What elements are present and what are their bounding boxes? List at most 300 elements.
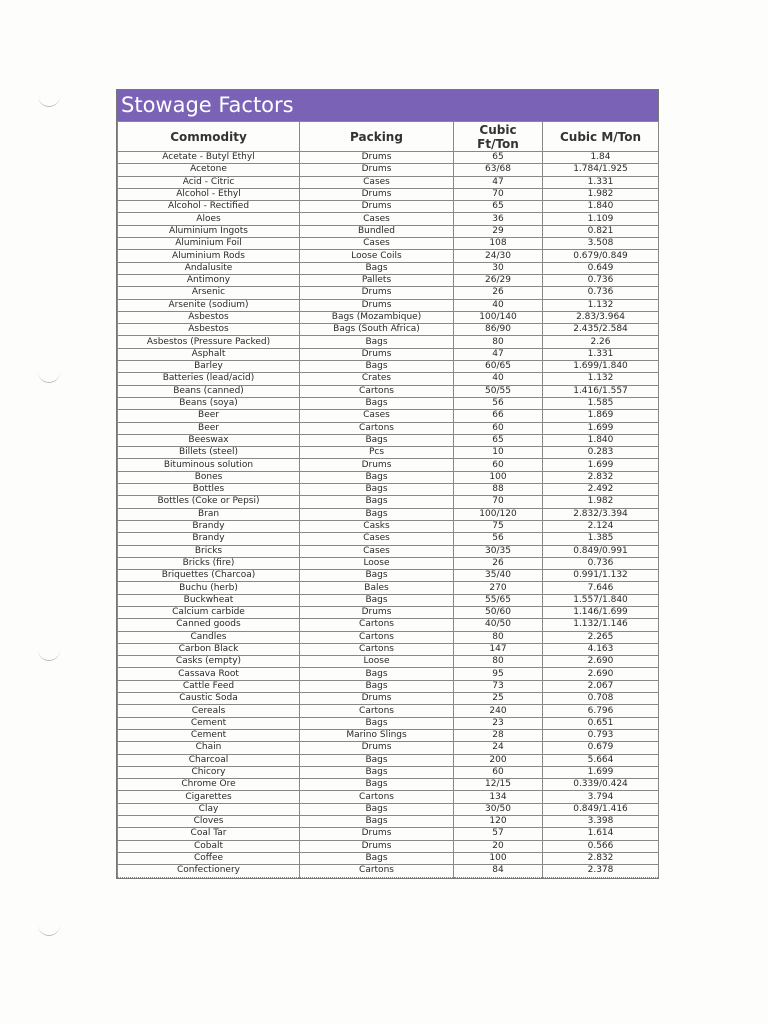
cell-commodity: Bricks	[118, 545, 300, 557]
table-row	[118, 410, 659, 422]
cell-packing: Pcs	[300, 447, 454, 459]
table-row	[118, 754, 659, 766]
table-row	[118, 520, 659, 532]
cell-cubic-ft-ton: 24	[454, 742, 543, 754]
cell-packing: Cases	[300, 213, 454, 225]
cell-packing: Drums	[300, 299, 454, 311]
table-row	[118, 643, 659, 655]
cell-cubic-m-ton: 2.378	[543, 865, 659, 877]
cell-cubic-ft-ton: 60	[454, 422, 543, 434]
table-row	[118, 656, 659, 668]
cell-packing: Drums	[300, 164, 454, 176]
cell-packing: Bags	[300, 680, 454, 692]
cell-cubic-m-ton: 1.109	[543, 213, 659, 225]
table-row	[118, 631, 659, 643]
cell-cubic-m-ton: 0.649	[543, 262, 659, 274]
table-row	[118, 188, 659, 200]
cell-cubic-ft-ton: 28	[454, 729, 543, 741]
cell-commodity: Briquettes (Charcoa)	[118, 570, 300, 582]
cell-cubic-ft-ton: 70	[454, 496, 543, 508]
cell-cubic-ft-ton: 65	[454, 434, 543, 446]
cell-commodity: Bottles	[118, 484, 300, 496]
cell-cubic-m-ton: 2.690	[543, 668, 659, 680]
table-row	[118, 201, 659, 213]
cell-cubic-m-ton: 1.331	[543, 176, 659, 188]
cell-cubic-m-ton: 0.736	[543, 274, 659, 286]
cell-packing: Cartons	[300, 705, 454, 717]
cell-cubic-m-ton: 0.283	[543, 447, 659, 459]
table-row	[118, 680, 659, 692]
table-row	[118, 668, 659, 680]
column-header-cubic-m-ton: Cubic M/Ton	[543, 122, 659, 152]
table-row	[118, 828, 659, 840]
cell-commodity: Acetate - Butyl Ethyl	[118, 152, 300, 164]
cell-cubic-ft-ton: 50/55	[454, 385, 543, 397]
cell-cubic-m-ton: 0.736	[543, 557, 659, 569]
cell-packing: Bags	[300, 803, 454, 815]
cell-packing: Drums	[300, 348, 454, 360]
cell-commodity: Asphalt	[118, 348, 300, 360]
cell-cubic-m-ton: 0.821	[543, 225, 659, 237]
table-row	[118, 373, 659, 385]
table-row	[118, 803, 659, 815]
cell-commodity: Batteries (lead/acid)	[118, 373, 300, 385]
cell-packing: Bales	[300, 582, 454, 594]
stowage-factors-sheet	[116, 89, 659, 879]
cell-cubic-m-ton: 0.566	[543, 840, 659, 852]
cell-packing: Drums	[300, 840, 454, 852]
cell-commodity: Bottles (Coke or Pepsi)	[118, 496, 300, 508]
table-row	[118, 594, 659, 606]
cell-commodity: Beans (soya)	[118, 397, 300, 409]
table-row	[118, 791, 659, 803]
cell-cubic-ft-ton: 147	[454, 643, 543, 655]
cell-cubic-ft-ton: 60	[454, 766, 543, 778]
cell-commodity: Acetone	[118, 164, 300, 176]
cell-cubic-ft-ton: 80	[454, 336, 543, 348]
cell-commodity: Buckwheat	[118, 594, 300, 606]
cell-cubic-m-ton: 2.435/2.584	[543, 324, 659, 336]
cell-commodity: Candles	[118, 631, 300, 643]
cell-packing: Bags	[300, 852, 454, 864]
cell-cubic-m-ton: 1.416/1.557	[543, 385, 659, 397]
cell-cubic-ft-ton: 75	[454, 520, 543, 532]
cell-cubic-ft-ton: 88	[454, 484, 543, 496]
cell-cubic-ft-ton: 80	[454, 656, 543, 668]
cell-packing: Drums	[300, 459, 454, 471]
cell-cubic-m-ton: 6.796	[543, 705, 659, 717]
cell-packing: Bags	[300, 717, 454, 729]
cell-packing: Cartons	[300, 422, 454, 434]
cell-cubic-ft-ton: 26	[454, 287, 543, 299]
cell-cubic-ft-ton: 23	[454, 717, 543, 729]
cell-cubic-ft-ton: 50/60	[454, 606, 543, 618]
table-row	[118, 336, 659, 348]
cell-cubic-m-ton: 0.651	[543, 717, 659, 729]
cell-cubic-m-ton: 2.265	[543, 631, 659, 643]
cell-cubic-m-ton: 1.982	[543, 496, 659, 508]
table-row	[118, 176, 659, 188]
table-row	[118, 299, 659, 311]
cell-commodity: Beans (canned)	[118, 385, 300, 397]
cell-cubic-m-ton: 0.849/0.991	[543, 545, 659, 557]
cell-cubic-ft-ton: 100/140	[454, 311, 543, 323]
cell-cubic-m-ton: 1.699	[543, 459, 659, 471]
cell-commodity: Beer	[118, 410, 300, 422]
cell-cubic-m-ton: 1.699/1.840	[543, 361, 659, 373]
cell-commodity: Bricks (fire)	[118, 557, 300, 569]
cell-commodity: Beeswax	[118, 434, 300, 446]
cell-cubic-ft-ton: 120	[454, 816, 543, 828]
table-row	[118, 471, 659, 483]
cell-cubic-m-ton: 1.784/1.925	[543, 164, 659, 176]
cell-cubic-ft-ton: 40	[454, 299, 543, 311]
cell-cubic-m-ton: 3.398	[543, 816, 659, 828]
cell-cubic-m-ton: 4.163	[543, 643, 659, 655]
cell-cubic-ft-ton: 134	[454, 791, 543, 803]
cell-cubic-m-ton: 0.736	[543, 287, 659, 299]
cell-packing: Cartons	[300, 791, 454, 803]
cell-commodity: Calcium carbide	[118, 606, 300, 618]
table-row	[118, 287, 659, 299]
column-header-cubic-ft-ton: Cubic Ft/Ton	[454, 122, 543, 152]
cell-cubic-ft-ton: 20	[454, 840, 543, 852]
cell-packing: Bags	[300, 779, 454, 791]
cell-packing: Marino Slings	[300, 729, 454, 741]
cell-cubic-ft-ton: 65	[454, 152, 543, 164]
cell-commodity: Alcohol - Ethyl	[118, 188, 300, 200]
cell-packing: Bags	[300, 570, 454, 582]
table-row	[118, 717, 659, 729]
cell-cubic-m-ton: 2.492	[543, 484, 659, 496]
cell-commodity: Clay	[118, 803, 300, 815]
table-header-row	[118, 122, 659, 152]
cell-cubic-m-ton: 1.840	[543, 201, 659, 213]
cell-packing: Bags (South Africa)	[300, 324, 454, 336]
table-row	[118, 693, 659, 705]
cell-packing: Cases	[300, 533, 454, 545]
cell-cubic-m-ton: 1.982	[543, 188, 659, 200]
cell-packing: Cartons	[300, 865, 454, 877]
cell-commodity: Beer	[118, 422, 300, 434]
cell-packing: Pallets	[300, 274, 454, 286]
cell-cubic-m-ton: 2.832	[543, 852, 659, 864]
cell-commodity: Cereals	[118, 705, 300, 717]
cell-packing: Bags	[300, 668, 454, 680]
table-row	[118, 705, 659, 717]
cell-cubic-ft-ton: 100	[454, 852, 543, 864]
cell-cubic-ft-ton: 70	[454, 188, 543, 200]
cell-cubic-ft-ton: 56	[454, 397, 543, 409]
cell-commodity: Bituminous solution	[118, 459, 300, 471]
cell-commodity: Cattle Feed	[118, 680, 300, 692]
cell-packing: Bags	[300, 471, 454, 483]
table-row	[118, 619, 659, 631]
cell-cubic-m-ton: 7.646	[543, 582, 659, 594]
cell-cubic-ft-ton: 12/15	[454, 779, 543, 791]
cell-cubic-ft-ton: 80	[454, 631, 543, 643]
cell-packing: Cases	[300, 238, 454, 250]
cell-commodity: Cloves	[118, 816, 300, 828]
cell-cubic-m-ton: 1.331	[543, 348, 659, 360]
cell-commodity: Aluminium Rods	[118, 250, 300, 262]
table-row	[118, 865, 659, 877]
table-row	[118, 262, 659, 274]
cell-commodity: Antimony	[118, 274, 300, 286]
cell-commodity: Carbon Black	[118, 643, 300, 655]
cell-commodity: Aluminium Foil	[118, 238, 300, 250]
table-row	[118, 729, 659, 741]
table-row	[118, 348, 659, 360]
cell-cubic-ft-ton: 100/120	[454, 508, 543, 520]
table-row	[118, 779, 659, 791]
table-row	[118, 274, 659, 286]
cell-packing: Loose Coils	[300, 250, 454, 262]
table-row	[118, 484, 659, 496]
punch-hole-mark	[38, 372, 60, 383]
cell-cubic-m-ton: 1.614	[543, 828, 659, 840]
cell-packing: Bags	[300, 484, 454, 496]
cell-packing: Loose	[300, 656, 454, 668]
cell-packing: Bags	[300, 816, 454, 828]
table-row	[118, 238, 659, 250]
table-row	[118, 557, 659, 569]
cell-commodity: Confectionery	[118, 865, 300, 877]
cell-packing: Drums	[300, 828, 454, 840]
cell-packing: Drums	[300, 152, 454, 164]
cell-commodity: Acid - Citric	[118, 176, 300, 188]
cell-cubic-ft-ton: 35/40	[454, 570, 543, 582]
cell-cubic-ft-ton: 63/68	[454, 164, 543, 176]
cell-packing: Crates	[300, 373, 454, 385]
cell-packing: Bags	[300, 262, 454, 274]
table-row	[118, 397, 659, 409]
table-row	[118, 434, 659, 446]
table-row	[118, 164, 659, 176]
cell-commodity: Charcoal	[118, 754, 300, 766]
cell-cubic-ft-ton: 10	[454, 447, 543, 459]
table-row	[118, 152, 659, 164]
table-row	[118, 606, 659, 618]
cell-cubic-m-ton: 0.679/0.849	[543, 250, 659, 262]
cell-packing: Cartons	[300, 385, 454, 397]
cell-commodity: Chain	[118, 742, 300, 754]
cell-packing: Bags	[300, 754, 454, 766]
stowage-table	[117, 121, 659, 878]
cell-commodity: Coffee	[118, 852, 300, 864]
cell-cubic-ft-ton: 36	[454, 213, 543, 225]
column-header-packing: Packing	[300, 122, 454, 152]
cell-commodity: Bran	[118, 508, 300, 520]
cell-packing: Bags	[300, 594, 454, 606]
table-row	[118, 250, 659, 262]
cell-commodity: Aloes	[118, 213, 300, 225]
punch-hole-mark	[38, 650, 60, 661]
cell-cubic-m-ton: 1.132	[543, 373, 659, 385]
table-row	[118, 570, 659, 582]
table-row	[118, 533, 659, 545]
cell-commodity: Andalusite	[118, 262, 300, 274]
punch-hole-mark	[38, 96, 60, 107]
cell-commodity: Barley	[118, 361, 300, 373]
table-row	[118, 840, 659, 852]
table-row	[118, 742, 659, 754]
cell-packing: Drums	[300, 742, 454, 754]
table-row	[118, 213, 659, 225]
cell-cubic-ft-ton: 84	[454, 865, 543, 877]
cell-packing: Drums	[300, 606, 454, 618]
cell-packing: Drums	[300, 188, 454, 200]
cell-cubic-m-ton: 1.132/1.146	[543, 619, 659, 631]
cell-packing: Bags	[300, 361, 454, 373]
cell-cubic-ft-ton: 26	[454, 557, 543, 569]
cell-cubic-m-ton: 2.83/3.964	[543, 311, 659, 323]
cell-cubic-ft-ton: 24/30	[454, 250, 543, 262]
cell-packing: Bags	[300, 496, 454, 508]
cell-commodity: Casks (empty)	[118, 656, 300, 668]
cell-packing: Drums	[300, 287, 454, 299]
cell-cubic-ft-ton: 29	[454, 225, 543, 237]
cell-cubic-m-ton: 3.508	[543, 238, 659, 250]
cell-cubic-m-ton: 0.849/1.416	[543, 803, 659, 815]
cell-commodity: Buchu (herb)	[118, 582, 300, 594]
cell-cubic-m-ton: 0.991/1.132	[543, 570, 659, 582]
cell-commodity: Asbestos	[118, 324, 300, 336]
cell-packing: Cases	[300, 176, 454, 188]
cell-cubic-m-ton: 1.385	[543, 533, 659, 545]
cell-cubic-ft-ton: 56	[454, 533, 543, 545]
cell-cubic-ft-ton: 270	[454, 582, 543, 594]
cell-cubic-m-ton: 0.679	[543, 742, 659, 754]
table-row	[118, 496, 659, 508]
cell-cubic-m-ton: 1.146/1.699	[543, 606, 659, 618]
cell-cubic-ft-ton: 55/65	[454, 594, 543, 606]
cell-packing: Bundled	[300, 225, 454, 237]
cell-packing: Bags	[300, 766, 454, 778]
cell-cubic-ft-ton: 30	[454, 262, 543, 274]
cell-commodity: Cobalt	[118, 840, 300, 852]
cell-packing: Cases	[300, 545, 454, 557]
cell-commodity: Cigarettes	[118, 791, 300, 803]
cell-cubic-ft-ton: 66	[454, 410, 543, 422]
cell-cubic-m-ton: 1.132	[543, 299, 659, 311]
table-row	[118, 816, 659, 828]
cell-cubic-ft-ton: 57	[454, 828, 543, 840]
cell-packing: Bags	[300, 397, 454, 409]
cell-commodity: Arsenite (sodium)	[118, 299, 300, 311]
cell-cubic-m-ton: 2.832	[543, 471, 659, 483]
cell-cubic-ft-ton: 108	[454, 238, 543, 250]
column-header-commodity: Commodity	[118, 122, 300, 152]
cell-cubic-ft-ton: 26/29	[454, 274, 543, 286]
cell-cubic-m-ton: 1.869	[543, 410, 659, 422]
cell-packing: Bags	[300, 434, 454, 446]
cell-cubic-m-ton: 2.124	[543, 520, 659, 532]
cell-commodity: Chrome Ore	[118, 779, 300, 791]
table-row	[118, 582, 659, 594]
cell-cubic-m-ton: 2.26	[543, 336, 659, 348]
table-row	[118, 324, 659, 336]
cell-cubic-m-ton: 1.840	[543, 434, 659, 446]
cell-commodity: Chicory	[118, 766, 300, 778]
cell-cubic-ft-ton: 47	[454, 176, 543, 188]
table-row	[118, 311, 659, 323]
cell-packing: Drums	[300, 201, 454, 213]
punch-hole-mark	[38, 925, 60, 936]
cell-packing: Drums	[300, 693, 454, 705]
cell-commodity: Cement	[118, 729, 300, 741]
cell-cubic-ft-ton: 65	[454, 201, 543, 213]
cell-cubic-m-ton: 1.557/1.840	[543, 594, 659, 606]
table-body	[118, 152, 659, 878]
cell-packing: Cartons	[300, 643, 454, 655]
cell-cubic-ft-ton: 100	[454, 471, 543, 483]
cell-cubic-m-ton: 2.067	[543, 680, 659, 692]
cell-commodity: Brandy	[118, 533, 300, 545]
cell-cubic-m-ton: 1.699	[543, 422, 659, 434]
table-row	[118, 447, 659, 459]
cell-cubic-m-ton: 0.708	[543, 693, 659, 705]
cell-cubic-m-ton: 1.699	[543, 766, 659, 778]
cell-cubic-ft-ton: 25	[454, 693, 543, 705]
cell-packing: Casks	[300, 520, 454, 532]
cell-cubic-ft-ton: 73	[454, 680, 543, 692]
cell-cubic-ft-ton: 240	[454, 705, 543, 717]
cell-commodity: Asbestos (Pressure Packed)	[118, 336, 300, 348]
cell-cubic-m-ton: 2.832/3.394	[543, 508, 659, 520]
cell-cubic-m-ton: 5.664	[543, 754, 659, 766]
table-row	[118, 385, 659, 397]
cell-cubic-m-ton: 1.585	[543, 397, 659, 409]
cell-cubic-m-ton: 1.84	[543, 152, 659, 164]
cell-cubic-m-ton: 0.339/0.424	[543, 779, 659, 791]
cell-commodity: Coal Tar	[118, 828, 300, 840]
cell-packing: Bags	[300, 336, 454, 348]
cell-packing: Cases	[300, 410, 454, 422]
cell-commodity: Cassava Root	[118, 668, 300, 680]
cell-packing: Bags (Mozambique)	[300, 311, 454, 323]
table-row	[118, 545, 659, 557]
cell-cubic-ft-ton: 47	[454, 348, 543, 360]
cell-cubic-ft-ton: 60	[454, 459, 543, 471]
cell-packing: Cartons	[300, 619, 454, 631]
cell-commodity: Arsenic	[118, 287, 300, 299]
cell-commodity: Bones	[118, 471, 300, 483]
cell-packing: Cartons	[300, 631, 454, 643]
cell-commodity: Billets (steel)	[118, 447, 300, 459]
cell-cubic-ft-ton: 60/65	[454, 361, 543, 373]
cell-commodity: Asbestos	[118, 311, 300, 323]
table-row	[118, 508, 659, 520]
cell-commodity: Cement	[118, 717, 300, 729]
table-row	[118, 422, 659, 434]
cell-cubic-ft-ton: 86/90	[454, 324, 543, 336]
cell-cubic-ft-ton: 95	[454, 668, 543, 680]
cell-commodity: Alcohol - Rectified	[118, 201, 300, 213]
cell-commodity: Caustic Soda	[118, 693, 300, 705]
cell-packing: Bags	[300, 508, 454, 520]
cell-cubic-m-ton: 2.690	[543, 656, 659, 668]
cell-cubic-ft-ton: 40/50	[454, 619, 543, 631]
cell-cubic-ft-ton: 30/35	[454, 545, 543, 557]
cell-cubic-m-ton: 3.794	[543, 791, 659, 803]
table-row	[118, 766, 659, 778]
cell-cubic-ft-ton: 40	[454, 373, 543, 385]
cell-commodity: Brandy	[118, 520, 300, 532]
page-title: Stowage Factors	[117, 90, 658, 121]
cell-cubic-ft-ton: 30/50	[454, 803, 543, 815]
table-row	[118, 225, 659, 237]
